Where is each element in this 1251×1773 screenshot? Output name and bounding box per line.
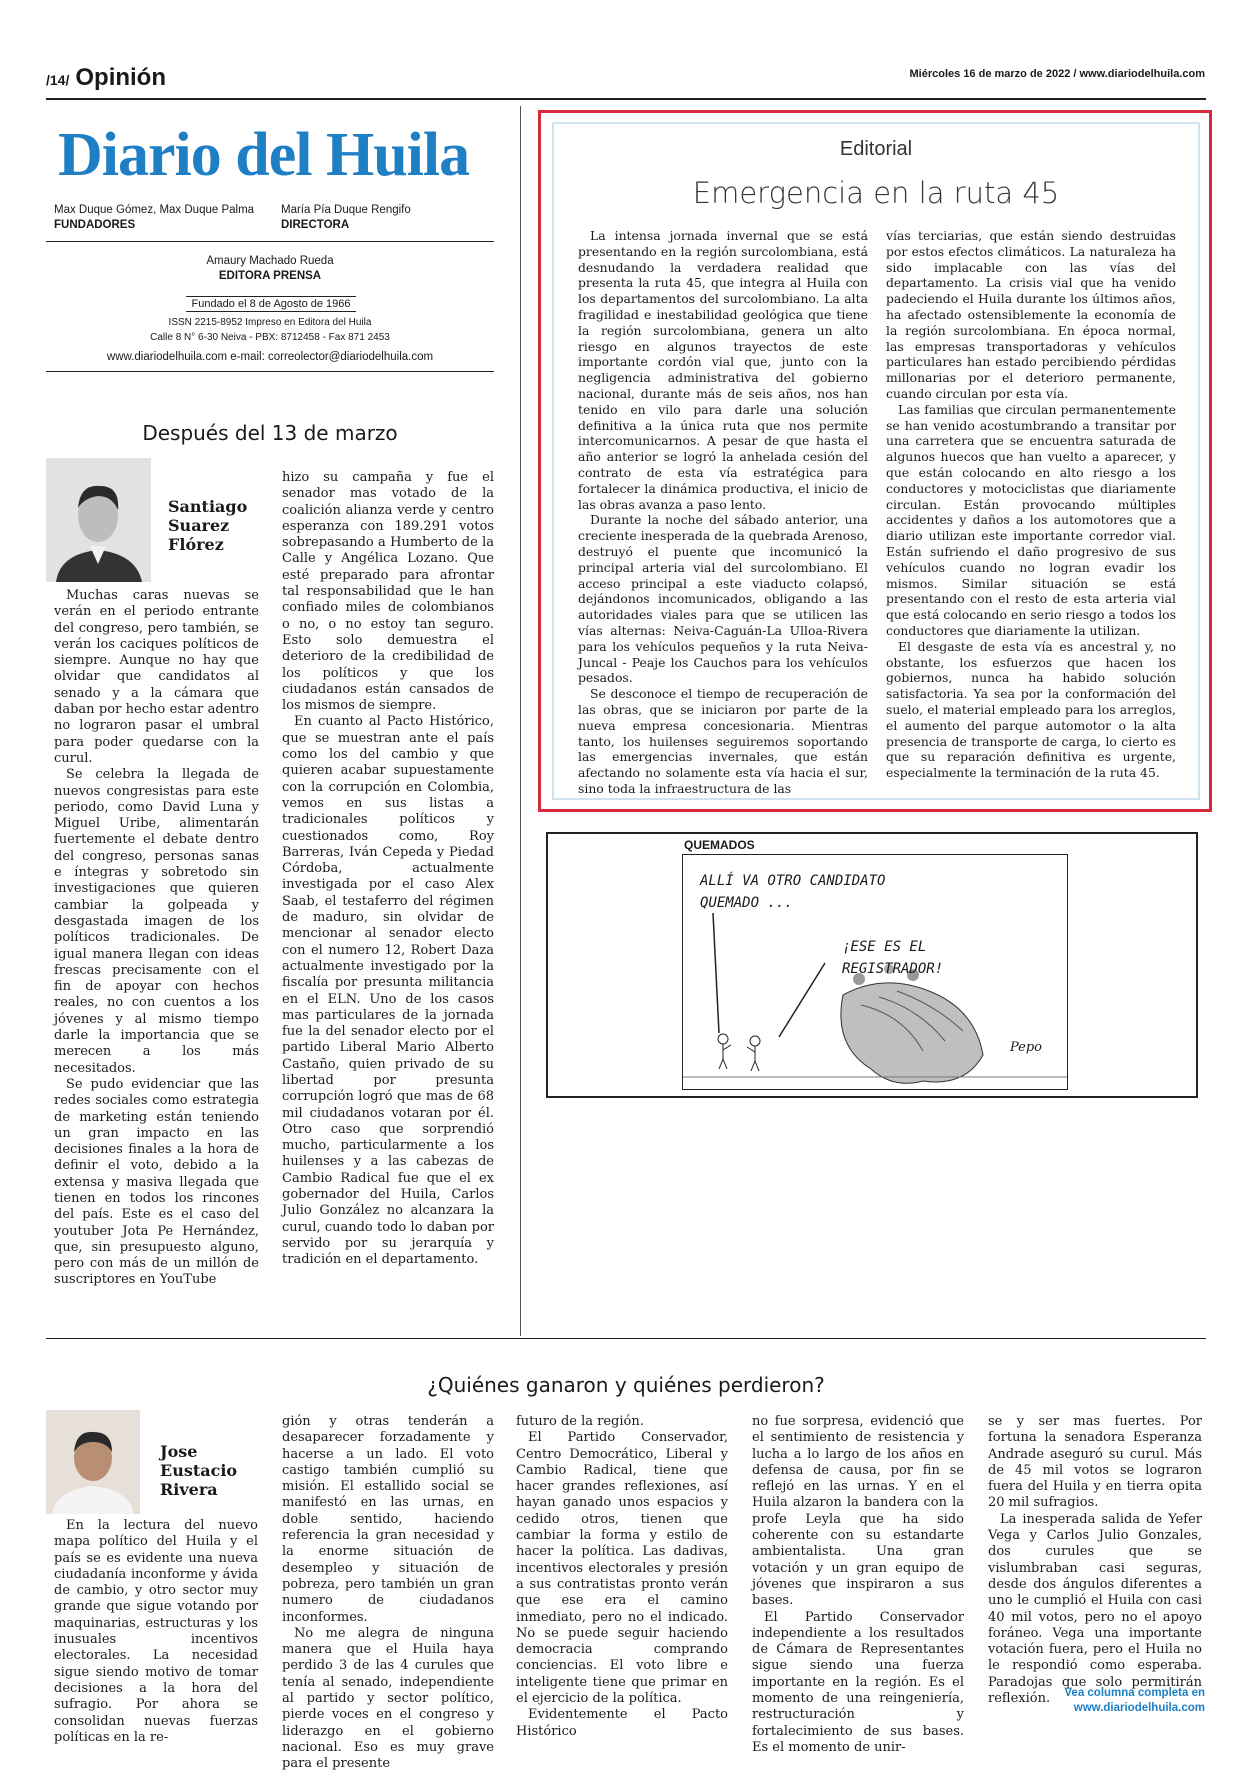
column1-title: Después del 13 de marzo [142, 421, 398, 445]
editor-block [46, 254, 494, 284]
masthead-rule [46, 241, 494, 242]
author-photo [46, 458, 151, 582]
editorial-col1 [578, 228, 868, 797]
speech-1-line-1: ALLÍ VA OTRO CANDIDATO [700, 873, 886, 889]
founders-block [54, 203, 274, 233]
column1-text-col1 [54, 588, 259, 1289]
editor-label: EDITORA PRENSA [218, 270, 322, 282]
founders-names: Max Duque Gómez, Max Duque Palma [54, 204, 255, 216]
cartoon-label: QUEMADOS [684, 838, 755, 852]
page-header [46, 64, 166, 92]
editorial-col2 [886, 228, 1176, 781]
paragraph: Durante la noche del sábado anterior, una creciente inesperada de la quebrada Arenoso, destruyó el puente que incomunicó la principal arteria vial del surcolombiano. El acceso principal a este viaducto colapsó, dejándonos incomunicados, obligando a las autoridades viales para que se utilicen las vías alternas: Neiva-Caguán-La Ulloa-Rivera para los vehículos pequeños y la ruta Neiva- Juncal - Peaje los Cauchos para los vehículos pesados. [578, 512, 868, 686]
contact-info: www.diariodelhuila.com e-mail: correolector@diariodelhuila.com [106, 351, 434, 363]
column2-text-col2 [282, 1414, 494, 1773]
paragraph: no fue sorpresa, evidenció que el sentimiento de resistencia y lucha a lo largo de los años en defensa de causa, por fin se reflejó en las urnas. Y en el Huila alzaron la bandera con la profe Leyla que ha sido coherente con su estandarte ambientalista. Una gran votación y un gran equipo de jóvenes que inspiraron a sus bases. [752, 1414, 964, 1609]
author-last-name: Flórez [168, 535, 224, 554]
author2-last-name: Rivera [160, 1480, 218, 1499]
read-more-link[interactable] [1064, 1686, 1205, 1716]
date-website: Miércoles 16 de marzo de 2022 / www.diariodelhuila.com [909, 68, 1205, 80]
editorial-title: Emergencia en la ruta 45 [692, 176, 1060, 210]
paragraph: La intensa jornada invernal que se está presentando en la región surcolombiana, está desnudando la verdadera realidad que presenta la ruta 45, que integra al Huila con los departamentos del surcolombiano. La alta fragilidad e inestabilidad geológica que tiene la región surcolombiana, genera un alto riesgo en algunos trayectos de este importante cordón vial que, junto con la negligencia administrativa del gobierno nacional, durante más de seis años, nos han tenido en vilo para darle una solución definitiva a la única ruta que nos permite intercomunicarnos. A pesar de que hasta el año anterior se logró la anhelada cesión del contrato de esta vía estratégica para fortalecer la dinámica productiva, el inicio de las obras avanza a paso lento. [578, 228, 868, 512]
author2-first-name: Jose [160, 1442, 198, 1461]
founded-date: Fundado el 8 de Agosto de 1966 [186, 296, 356, 312]
author2-photo [46, 1410, 140, 1514]
column2-text-col1 [54, 1518, 258, 1746]
read-more-line-1: Vea columna completa en [1064, 1687, 1205, 1699]
cartoonist-signature: Pepo [1010, 1040, 1043, 1055]
paragraph: Se celebra la llegada de nuevos congresistas para este periodo, como David Luna y Miguel Uribe, alimentarán fuertemente el debate dentro del congreso, personas sanas e íntegras y sobretodo sin investigaciones que quieren cambiar la golpeada y desgastada imagen de los políticos tradicionales. De igual manera llegan con ideas frescas precisamente con el fin de apoyar con hechos reales, no con cuentos a los jóvenes y al mismo tiempo darle la importancia que se merecen a los más necesitados. [54, 767, 259, 1076]
paragraph: En cuanto al Pacto Histórico, que se muestran ante el país como los del cambio y que quieren acabar supuestamente con la corrupción en Colombia, vemos en sus listas a tradicionales políticos y cuestionados como, Roy Barreras, Iván Cepeda y Piedad Córdoba, actualmente investigada por el caso Alex Saab, el testaferro del régimen de maduro, sin olvidar de mencionar al senador electo con el numero 12, Robert Daza actualmente investigado por la fiscalía por presunta militancia en el ELN. Uno de los casos mas particulares de la jornada fue la del senador electo por el partido Liberal Mario Alberto Castaño, quien privado de su libertad por presunta corrupción logró que mas de 68 mil ciudadanos votaran por él. Otro caso que sorprendió mucho, particularmente a los huilenses y a las cabezas de Cambio Radical fue que el ex gobernador del Huila, Carlos Julio González no alcanzara la curul, cuando todo lo daban por servido por su jerarquía y tradición en el departamento. [282, 714, 494, 1268]
paragraph: El desgaste de esta vía es ancestral y, no obstante, los esfuerzos que hacen los gobiernos, nunca ha habido solución satisfactoria. Ya sea por la conformación del suelo, el material empleado para los arreglos, el aumento del parque automotor o la alta presencia de transporte de carga, lo cierto es que su reparación definitiva es urgente, especialmente la terminación de la ruta 45. [886, 638, 1176, 781]
author-middle-name: Suarez [168, 516, 230, 535]
paragraph: El Partido Conservador, Centro Democrático, Liberal y Cambio Radical, tiene que hacer grandes reflexiones, así hayan ganado unos espacios y cedido otros, tienen que cambiar la forma y estilo de hacer la política. Las dadivas, incentivos electorales y presión a sus contratistas pronto verán que ese era el camino inmediato, pero no el indicado. No se puede seguir haciendo democracia comprando conciencias. El voto libre e inteligente tiene que primar en el ejercicio de la política. [516, 1430, 728, 1707]
founders-label: FUNDADORES [54, 219, 136, 231]
paragraph: futuro de la región. [516, 1414, 644, 1429]
director-name: María Pía Duque Rengifo [281, 204, 411, 216]
print-info [46, 315, 494, 345]
paragraph: La inesperada salida de Yefer Vega y Carlos Julio Gonzales, dos curules que se vislumbraban casi seguras, desde dos ángulos diferentes a uno le cumplió el Huila con casi 40 mil votos, pero no el apoyo foráneo. Vega una importante votación fuera, pero el Huila no le respondió como esperaba. Paradojas que solo permitirán reflexión. [988, 1511, 1202, 1707]
paragraph: gión y otras tenderán a desaparecer forzadamente y hacerse a un lado. El voto castigo también cumplió su misión. El estallido social se manifestó en las urnas, en doble sentido, haciendo referencia la gran necesidad y la enorme situación de desempleo y situación de pobreza, pero también un gran numero de ciudadanos inconformes. [282, 1414, 494, 1625]
paragraph: vías terciarias, que están siendo destruidas por estos efectos climáticos. La naturaleza ha sido implacable con las vías del departamento. La crisis vial que ha venido padeciendo el Huila durante los últimos años, ha afectado ostensiblemente la economía de la región surcolombiana. En época normal, las empresas transportadoras y vehículos particulares han estado percibiendo pérdidas millonarias por el deterioro permanente, cuando circulan por esta vía. [886, 228, 1176, 401]
address-info: Calle 8 N° 6-30 Neiva - PBX: 8712458 - Fax 871 2453 [150, 332, 390, 343]
paragraph: En la lectura del nuevo mapa político del Huila y el país se es evidente una nueva ciudadanía inconforme y ávida de cambio, y otro sector muy grande que sigue votando por maquinarias, estructuras y los inusuales incentivos electorales. La necesidad sigue siendo motivo de tomar decisiones a la hora del sufragio. Por ahora se consolidan nuevas fuerzas políticas en la re- [54, 1518, 258, 1745]
bottom-section-rule [46, 1338, 1206, 1339]
column2-author [160, 1442, 260, 1499]
editor-name: Amaury Machado Rueda [206, 255, 334, 267]
paragraph: se y ser mas fuertes. Por fortuna la senadora Esperanza Andrade aseguró su curul. Más de 45 mil votos se lograron fuera del Huila y en tierra opita 20 mil sufragios. [988, 1414, 1202, 1511]
author2-portrait-icon [46, 1410, 140, 1514]
paragraph: Evidentemente el Pacto Histórico [516, 1707, 728, 1739]
paragraph: Se desconoce el tiempo de recuperación de las obras, que se iniciaron por parte de la nueva empresa concesionaria. Mientras tanto, los huilenses seguiremos soportando las emergencias invernales, que están afectando no solamente esta vía hacia el sur, sino toda la infraestructura de las [578, 686, 868, 796]
paragraph: Se pudo evidenciar que las redes sociales como estrategia de marketing están teniendo un gran impacto en las decisiones finales a la hora de definir el voto, debido a la extensa y masiva llegada que tienen en todos los rincones del país. Este es el caso del youtuber Jota Pe Hernández, que, sin presupuesto alguno, pero con más de un millón de suscriptores en YouTube [54, 1076, 259, 1288]
paragraph: El Partido Conservador independiente a los resultados de Cámara de Representantes sigue siendo una fuerza importante en la región. Es el momento de una reingeniería, restructuración y fortalecimiento de sus bases. Es el momento de unir- [752, 1609, 964, 1755]
paragraph: hizo su campaña y fue el senador mas votado de la coalición alianza verde y centro esperanza con 189.291 votos sobrepasando a Humberto de la Calle y Angélica Lozano. Que esté preparado para afrontar tal responsabilidad que le han confiado miles de colombianos o no, o no estoy tan seguro. Esto solo demuestra el deterioro de la credibilidad de los políticos y que los ciudadanos están cansados de los mismos de siempre. [282, 470, 494, 714]
column2-text-col3 [516, 1414, 728, 1740]
speech-bubble-2 [842, 936, 943, 980]
author2-middle-name: Eustacio [160, 1461, 238, 1480]
issn-info: ISSN 2215-8952 Impreso en Editora del Huila [168, 317, 372, 328]
speech-1-line-2: QUEMADO ... [700, 895, 793, 911]
speech-bubble-1 [700, 870, 885, 914]
read-more-url[interactable]: www.diariodelhuila.com [1073, 1702, 1205, 1714]
header-rule [46, 98, 1206, 100]
paragraph: Las familias que circulan permanentemente se han venido acostumbrando a transitar por una carretera que se encuentra saturada de algunos huecos que han vuelto a aparecer, y que están colocando en alto riesgo a los conductores y motociclistas que diariamente circulan. Están provocando múltiples accidentes y daños a los automotores que a diario utilizan este importante corredor vial. Están sufriendo el daño progresivo de sus vehículos cuando no logran evadir los mismos. Similar situación se está presentando con el resto de esta arteria vial que está colocando en serio riesgo a todos los conductores que diariamente la utilizan. [886, 401, 1176, 638]
author-first-name: Santiago [168, 497, 248, 516]
section-name: Opinión [75, 64, 167, 91]
page-number: /14/ [46, 72, 70, 88]
column2-title: ¿Quiénes ganaron y quiénes perdieron? [427, 1373, 825, 1397]
masthead-title: Diario del Huila [58, 121, 470, 189]
column-divider [520, 106, 521, 1336]
paragraph: Muchas caras nuevas se verán en el periodo entrante del congreso, pero también, se verán los caciques políticos de siempre. Aunque no hay que olvidar que candidatos al senado y a la cámara que daban por hecho estar adentro no lograron pasar el umbral para poder quedarse con la curul. [54, 588, 259, 766]
editorial-label: Editorial [839, 138, 913, 160]
column2-text-col5 [988, 1414, 1202, 1707]
speech-2-line-1: ¡ESE ES EL [842, 939, 927, 955]
column1-author [168, 497, 268, 554]
speech-2-line-2: REGISTRADOR! [842, 961, 944, 977]
author-portrait-icon [46, 458, 151, 582]
masthead-bottom-rule [46, 371, 494, 372]
column2-text-col4 [752, 1414, 964, 1756]
paragraph: No me alegra de ninguna manera que el Huila haya perdido 3 de las 4 curules que tenía al senado, independiente al partido y sector político, pierde voces en el congreso y liderazgo en el gobierno nacional. Eso es muy grave para el presente [282, 1625, 494, 1772]
column1-text-col2 [282, 470, 494, 1269]
director-block [281, 203, 481, 233]
director-label: DIRECTORA [281, 219, 350, 231]
